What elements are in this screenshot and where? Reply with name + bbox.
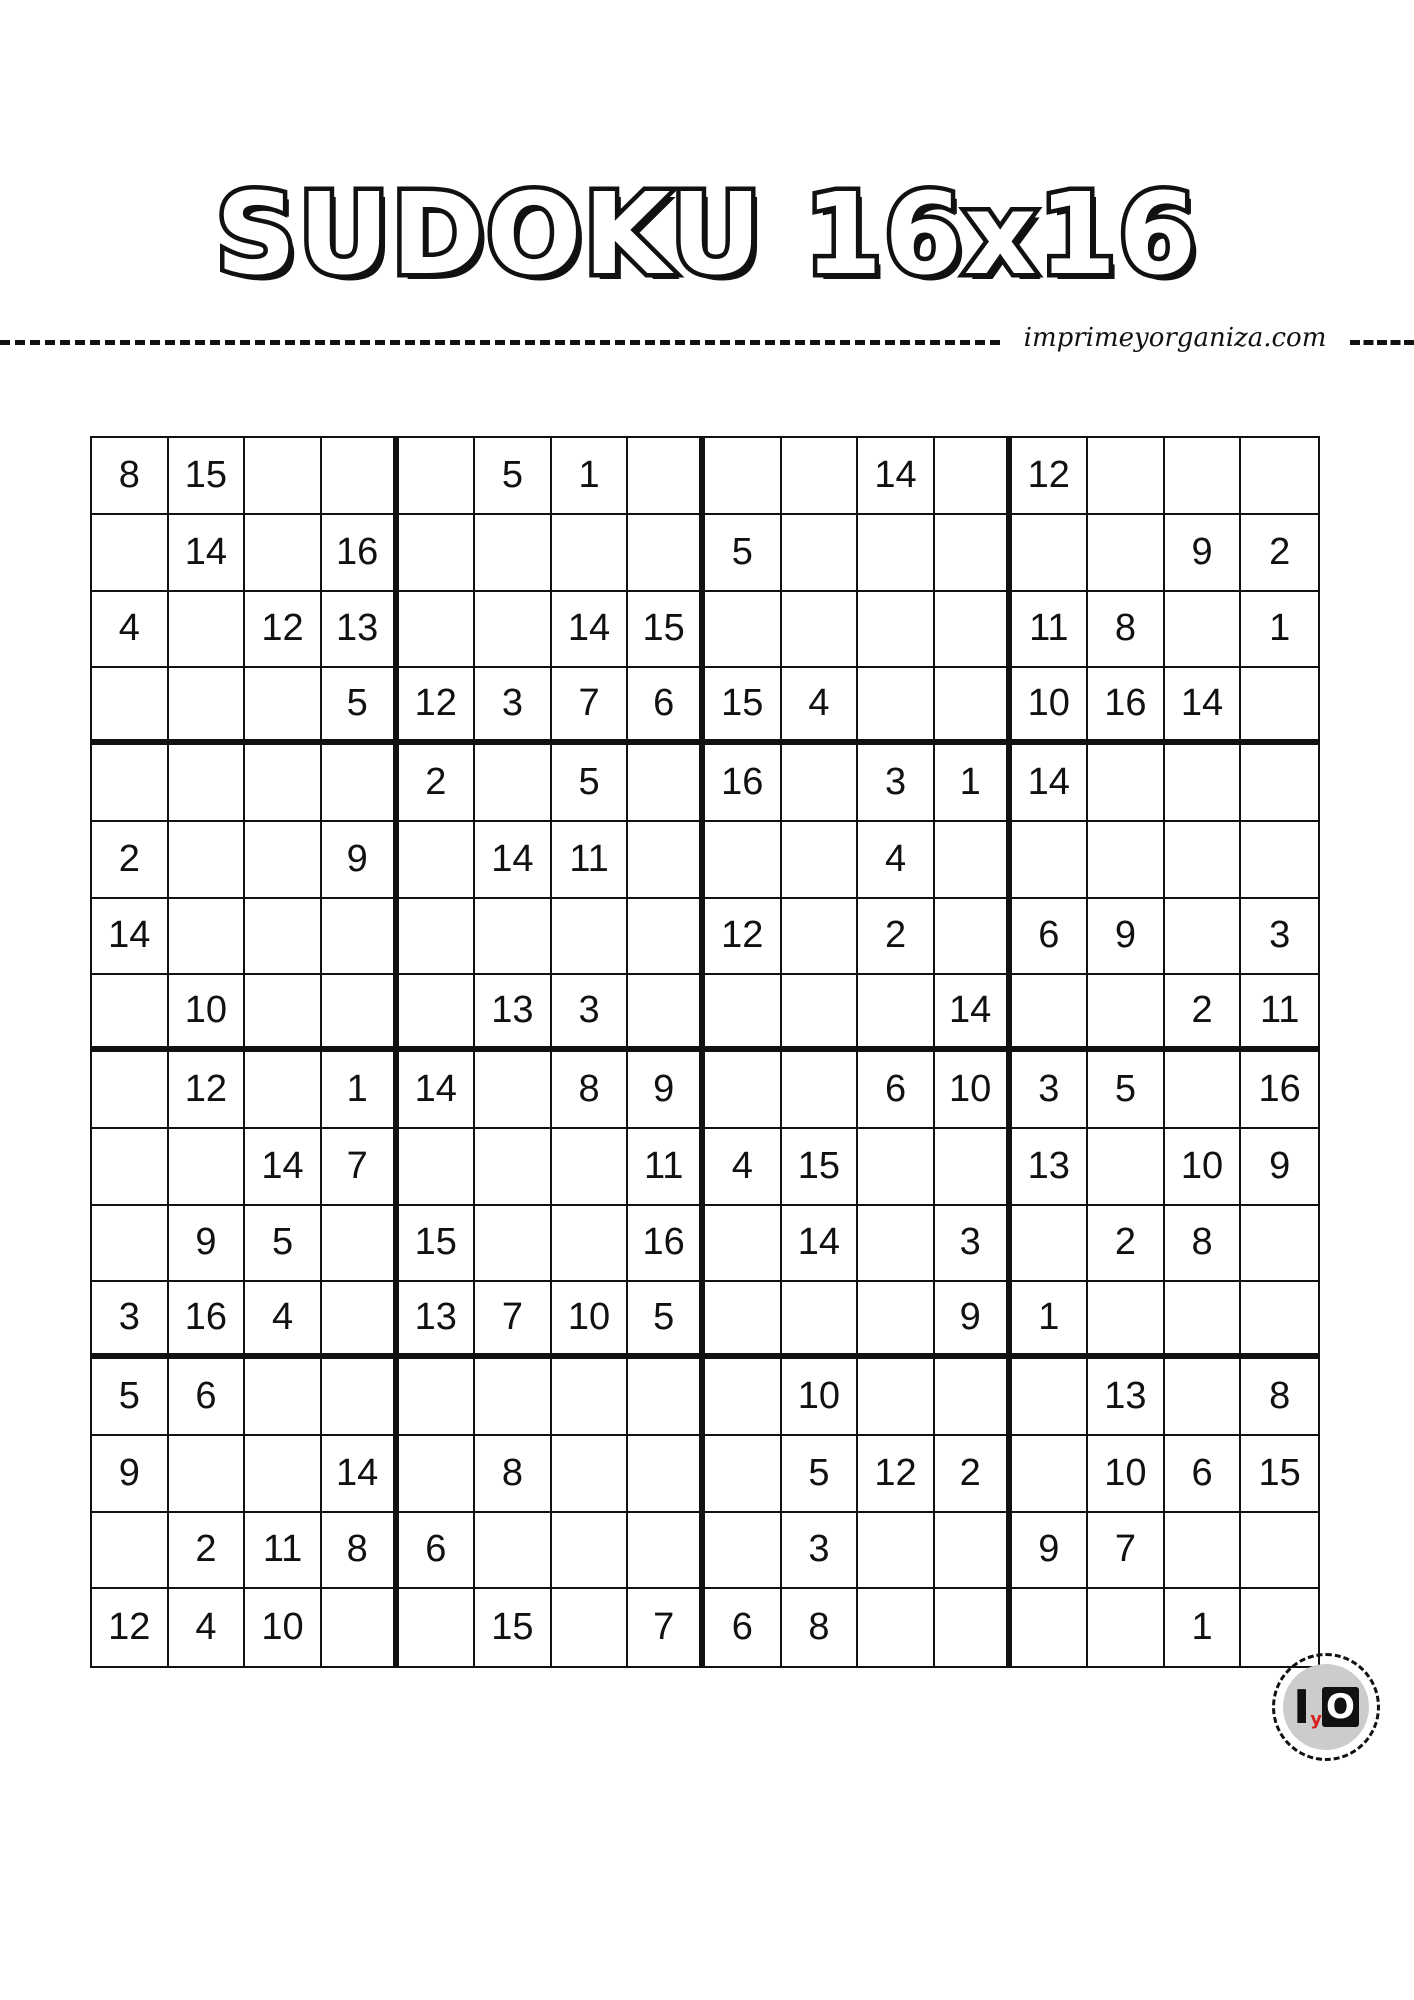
empty-cell[interactable]: [399, 899, 476, 976]
given-cell: 5: [475, 438, 552, 515]
given-cell: 16: [1088, 668, 1165, 745]
empty-cell[interactable]: [245, 975, 322, 1052]
given-cell: 13: [399, 1282, 476, 1359]
empty-cell[interactable]: [705, 438, 782, 515]
empty-cell[interactable]: [628, 745, 705, 822]
empty-cell[interactable]: [858, 1206, 935, 1283]
empty-cell[interactable]: [1241, 1282, 1318, 1359]
given-cell: 4: [92, 592, 169, 669]
given-cell: 3: [858, 745, 935, 822]
empty-cell[interactable]: [628, 975, 705, 1052]
empty-cell[interactable]: [475, 1206, 552, 1283]
given-cell: 8: [1165, 1206, 1242, 1283]
empty-cell[interactable]: [1165, 1282, 1242, 1359]
empty-cell[interactable]: [475, 745, 552, 822]
empty-cell[interactable]: [552, 515, 629, 592]
given-cell: 5: [1088, 1052, 1165, 1129]
empty-cell[interactable]: [169, 1436, 246, 1513]
given-cell: 12: [245, 592, 322, 669]
given-cell: 15: [782, 1129, 859, 1206]
given-cell: 9: [1088, 899, 1165, 976]
empty-cell[interactable]: [935, 1589, 1012, 1666]
given-cell: 8: [1241, 1359, 1318, 1436]
empty-cell[interactable]: [782, 1282, 859, 1359]
given-cell: 6: [1012, 899, 1089, 976]
given-cell: 2: [1165, 975, 1242, 1052]
empty-cell[interactable]: [322, 438, 399, 515]
given-cell: 2: [935, 1436, 1012, 1513]
empty-cell[interactable]: [92, 1129, 169, 1206]
empty-cell[interactable]: [782, 1052, 859, 1129]
empty-cell[interactable]: [1241, 1589, 1318, 1666]
empty-cell[interactable]: [92, 975, 169, 1052]
given-cell: 14: [1012, 745, 1089, 822]
given-cell: 7: [322, 1129, 399, 1206]
given-cell: 15: [169, 438, 246, 515]
empty-cell[interactable]: [1012, 1436, 1089, 1513]
given-cell: 15: [705, 668, 782, 745]
given-cell: 10: [935, 1052, 1012, 1129]
given-cell: 4: [169, 1589, 246, 1666]
given-cell: 5: [92, 1359, 169, 1436]
empty-cell[interactable]: [1088, 1129, 1165, 1206]
empty-cell[interactable]: [705, 592, 782, 669]
page-title: SUDOKU 16x16: [215, 170, 1199, 300]
given-cell: 16: [628, 1206, 705, 1283]
given-cell: 9: [935, 1282, 1012, 1359]
empty-cell[interactable]: [705, 1282, 782, 1359]
empty-cell[interactable]: [705, 1052, 782, 1129]
given-cell: 6: [858, 1052, 935, 1129]
given-cell: 9: [92, 1436, 169, 1513]
empty-cell[interactable]: [1088, 1282, 1165, 1359]
given-cell: 5: [322, 668, 399, 745]
empty-cell[interactable]: [858, 1359, 935, 1436]
empty-cell[interactable]: [628, 1359, 705, 1436]
empty-cell[interactable]: [399, 515, 476, 592]
given-cell: 6: [628, 668, 705, 745]
empty-cell[interactable]: [92, 1513, 169, 1590]
given-cell: 9: [1241, 1129, 1318, 1206]
empty-cell[interactable]: [169, 1129, 246, 1206]
given-cell: 10: [1165, 1129, 1242, 1206]
empty-cell[interactable]: [169, 592, 246, 669]
given-cell: 12: [92, 1589, 169, 1666]
given-cell: 6: [399, 1513, 476, 1590]
empty-cell[interactable]: [92, 1052, 169, 1129]
empty-cell[interactable]: [858, 1589, 935, 1666]
empty-cell[interactable]: [705, 975, 782, 1052]
given-cell: 4: [782, 668, 859, 745]
given-cell: 3: [935, 1206, 1012, 1283]
given-cell: 5: [705, 515, 782, 592]
empty-cell[interactable]: [1241, 745, 1318, 822]
empty-cell[interactable]: [1165, 1513, 1242, 1590]
given-cell: 3: [92, 1282, 169, 1359]
given-cell: 3: [552, 975, 629, 1052]
given-cell: 8: [1088, 592, 1165, 669]
empty-cell[interactable]: [1088, 822, 1165, 899]
empty-cell[interactable]: [92, 1206, 169, 1283]
empty-cell[interactable]: [475, 899, 552, 976]
given-cell: 1: [1241, 592, 1318, 669]
empty-cell[interactable]: [322, 975, 399, 1052]
given-cell: 13: [322, 592, 399, 669]
empty-cell[interactable]: [935, 668, 1012, 745]
given-cell: 11: [1241, 975, 1318, 1052]
empty-cell[interactable]: [1088, 1589, 1165, 1666]
given-cell: 3: [1012, 1052, 1089, 1129]
empty-cell[interactable]: [245, 1052, 322, 1129]
given-cell: 6: [1165, 1436, 1242, 1513]
dashed-divider-left: [0, 340, 1000, 345]
empty-cell[interactable]: [782, 515, 859, 592]
given-cell: 8: [552, 1052, 629, 1129]
given-cell: 13: [475, 975, 552, 1052]
given-cell: 12: [705, 899, 782, 976]
empty-cell[interactable]: [628, 515, 705, 592]
empty-cell[interactable]: [1165, 438, 1242, 515]
empty-cell[interactable]: [858, 1129, 935, 1206]
empty-cell[interactable]: [1165, 1052, 1242, 1129]
empty-cell[interactable]: [628, 1436, 705, 1513]
empty-cell[interactable]: [1241, 1513, 1318, 1590]
given-cell: 10: [1088, 1436, 1165, 1513]
given-cell: 11: [245, 1513, 322, 1590]
given-cell: 5: [552, 745, 629, 822]
given-cell: 10: [1012, 668, 1089, 745]
given-cell: 15: [475, 1589, 552, 1666]
given-cell: 12: [858, 1436, 935, 1513]
given-cell: 2: [1088, 1206, 1165, 1283]
empty-cell[interactable]: [628, 438, 705, 515]
empty-cell[interactable]: [92, 515, 169, 592]
empty-cell[interactable]: [1012, 515, 1089, 592]
empty-cell[interactable]: [245, 822, 322, 899]
given-cell: 5: [245, 1206, 322, 1283]
given-cell: 14: [782, 1206, 859, 1283]
given-cell: 11: [1012, 592, 1089, 669]
empty-cell[interactable]: [935, 899, 1012, 976]
given-cell: 14: [399, 1052, 476, 1129]
empty-cell[interactable]: [1012, 1206, 1089, 1283]
empty-cell[interactable]: [1241, 438, 1318, 515]
given-cell: 11: [628, 1129, 705, 1206]
empty-cell[interactable]: [782, 822, 859, 899]
empty-cell[interactable]: [552, 1436, 629, 1513]
empty-cell[interactable]: [475, 1359, 552, 1436]
given-cell: 1: [552, 438, 629, 515]
empty-cell[interactable]: [399, 822, 476, 899]
given-cell: 4: [858, 822, 935, 899]
empty-cell[interactable]: [245, 515, 322, 592]
given-cell: 14: [1165, 668, 1242, 745]
empty-cell[interactable]: [935, 822, 1012, 899]
empty-cell[interactable]: [322, 1282, 399, 1359]
empty-cell[interactable]: [399, 592, 476, 669]
given-cell: 14: [475, 822, 552, 899]
given-cell: 14: [322, 1436, 399, 1513]
given-cell: 13: [1012, 1129, 1089, 1206]
empty-cell[interactable]: [475, 592, 552, 669]
empty-cell[interactable]: [705, 1206, 782, 1283]
empty-cell[interactable]: [1012, 1589, 1089, 1666]
given-cell: 7: [628, 1589, 705, 1666]
given-cell: 3: [1241, 899, 1318, 976]
empty-cell[interactable]: [245, 668, 322, 745]
empty-cell[interactable]: [92, 745, 169, 822]
empty-cell[interactable]: [1088, 745, 1165, 822]
given-cell: 11: [552, 822, 629, 899]
given-cell: 9: [1012, 1513, 1089, 1590]
empty-cell[interactable]: [552, 1589, 629, 1666]
given-cell: 14: [858, 438, 935, 515]
empty-cell[interactable]: [475, 1513, 552, 1590]
given-cell: 16: [1241, 1052, 1318, 1129]
empty-cell[interactable]: [935, 1129, 1012, 1206]
empty-cell[interactable]: [1165, 745, 1242, 822]
empty-cell[interactable]: [1088, 975, 1165, 1052]
empty-cell[interactable]: [782, 975, 859, 1052]
empty-cell[interactable]: [92, 668, 169, 745]
given-cell: 1: [1165, 1589, 1242, 1666]
sudoku-grid: [90, 436, 1320, 1668]
empty-cell[interactable]: [1012, 975, 1089, 1052]
given-cell: 14: [935, 975, 1012, 1052]
given-cell: 7: [475, 1282, 552, 1359]
given-cell: 2: [858, 899, 935, 976]
logo-icon: I y O: [1283, 1664, 1369, 1750]
empty-cell[interactable]: [169, 899, 246, 976]
empty-cell[interactable]: [245, 899, 322, 976]
empty-cell[interactable]: [399, 1129, 476, 1206]
given-cell: 2: [1241, 515, 1318, 592]
empty-cell[interactable]: [935, 1513, 1012, 1590]
empty-cell[interactable]: [399, 975, 476, 1052]
given-cell: 6: [169, 1359, 246, 1436]
empty-cell[interactable]: [1165, 822, 1242, 899]
empty-cell[interactable]: [475, 1129, 552, 1206]
empty-cell[interactable]: [552, 1513, 629, 1590]
given-cell: 3: [782, 1513, 859, 1590]
empty-cell[interactable]: [858, 1513, 935, 1590]
empty-cell[interactable]: [705, 1513, 782, 1590]
empty-cell[interactable]: [245, 1436, 322, 1513]
given-cell: 9: [628, 1052, 705, 1129]
empty-cell[interactable]: [1012, 822, 1089, 899]
empty-cell[interactable]: [935, 515, 1012, 592]
given-cell: 12: [1012, 438, 1089, 515]
given-cell: 14: [169, 515, 246, 592]
given-cell: 4: [245, 1282, 322, 1359]
empty-cell[interactable]: [858, 592, 935, 669]
given-cell: 9: [169, 1206, 246, 1283]
empty-cell[interactable]: [1088, 438, 1165, 515]
given-cell: 10: [245, 1589, 322, 1666]
given-cell: 3: [475, 668, 552, 745]
website-label[interactable]: imprimeyorganiza.com: [1023, 323, 1327, 353]
given-cell: 1: [322, 1052, 399, 1129]
empty-cell[interactable]: [705, 822, 782, 899]
given-cell: 10: [782, 1359, 859, 1436]
empty-cell[interactable]: [169, 745, 246, 822]
empty-cell[interactable]: [935, 438, 1012, 515]
given-cell: 8: [92, 438, 169, 515]
given-cell: 5: [782, 1436, 859, 1513]
given-cell: 15: [628, 592, 705, 669]
sudoku-board: [90, 436, 1320, 1668]
empty-cell[interactable]: [628, 822, 705, 899]
empty-cell[interactable]: [399, 1589, 476, 1666]
empty-cell[interactable]: [628, 1513, 705, 1590]
empty-cell[interactable]: [858, 668, 935, 745]
given-cell: 12: [399, 668, 476, 745]
given-cell: 15: [1241, 1436, 1318, 1513]
empty-cell[interactable]: [1165, 899, 1242, 976]
given-cell: 1: [1012, 1282, 1089, 1359]
given-cell: 16: [705, 745, 782, 822]
empty-cell[interactable]: [399, 1359, 476, 1436]
given-cell: 16: [322, 515, 399, 592]
given-cell: 1: [935, 745, 1012, 822]
given-cell: 12: [169, 1052, 246, 1129]
given-cell: 7: [552, 668, 629, 745]
empty-cell[interactable]: [1241, 822, 1318, 899]
empty-cell[interactable]: [245, 745, 322, 822]
empty-cell[interactable]: [322, 1589, 399, 1666]
given-cell: 2: [399, 745, 476, 822]
given-cell: 15: [399, 1206, 476, 1283]
empty-cell[interactable]: [322, 1206, 399, 1283]
empty-cell[interactable]: [169, 822, 246, 899]
empty-cell[interactable]: [552, 899, 629, 976]
given-cell: 4: [705, 1129, 782, 1206]
given-cell: 7: [1088, 1513, 1165, 1590]
empty-cell[interactable]: [705, 1359, 782, 1436]
given-cell: 10: [169, 975, 246, 1052]
given-cell: 14: [92, 899, 169, 976]
empty-cell[interactable]: [552, 1206, 629, 1283]
empty-cell[interactable]: [1012, 1359, 1089, 1436]
empty-cell[interactable]: [858, 515, 935, 592]
empty-cell[interactable]: [782, 438, 859, 515]
empty-cell[interactable]: [705, 1436, 782, 1513]
empty-cell[interactable]: [322, 899, 399, 976]
empty-cell[interactable]: [475, 1052, 552, 1129]
given-cell: 9: [322, 822, 399, 899]
empty-cell[interactable]: [399, 1436, 476, 1513]
empty-cell[interactable]: [935, 592, 1012, 669]
given-cell: 14: [245, 1129, 322, 1206]
given-cell: 8: [782, 1589, 859, 1666]
empty-cell[interactable]: [475, 515, 552, 592]
given-cell: 5: [628, 1282, 705, 1359]
empty-cell[interactable]: [552, 1129, 629, 1206]
empty-cell[interactable]: [782, 899, 859, 976]
given-cell: 2: [169, 1513, 246, 1590]
empty-cell[interactable]: [322, 745, 399, 822]
brand-logo: [1272, 1653, 1380, 1761]
empty-cell[interactable]: [399, 438, 476, 515]
empty-cell[interactable]: [1088, 515, 1165, 592]
empty-cell[interactable]: [782, 745, 859, 822]
empty-cell[interactable]: [1241, 668, 1318, 745]
empty-cell[interactable]: [858, 975, 935, 1052]
empty-cell[interactable]: [552, 1359, 629, 1436]
empty-cell[interactable]: [245, 1359, 322, 1436]
empty-cell[interactable]: [1165, 1359, 1242, 1436]
empty-cell[interactable]: [628, 899, 705, 976]
given-cell: 9: [1165, 515, 1242, 592]
empty-cell[interactable]: [322, 1359, 399, 1436]
given-cell: 6: [705, 1589, 782, 1666]
empty-cell[interactable]: [935, 1359, 1012, 1436]
empty-cell[interactable]: [169, 668, 246, 745]
empty-cell[interactable]: [782, 592, 859, 669]
given-cell: 14: [552, 592, 629, 669]
given-cell: 8: [475, 1436, 552, 1513]
given-cell: 10: [552, 1282, 629, 1359]
empty-cell[interactable]: [245, 438, 322, 515]
given-cell: 8: [322, 1513, 399, 1590]
given-cell: 2: [92, 822, 169, 899]
empty-cell[interactable]: [858, 1282, 935, 1359]
empty-cell[interactable]: [1165, 592, 1242, 669]
dashed-divider-right: [1350, 340, 1414, 345]
given-cell: 13: [1088, 1359, 1165, 1436]
given-cell: 16: [169, 1282, 246, 1359]
empty-cell[interactable]: [1241, 1206, 1318, 1283]
